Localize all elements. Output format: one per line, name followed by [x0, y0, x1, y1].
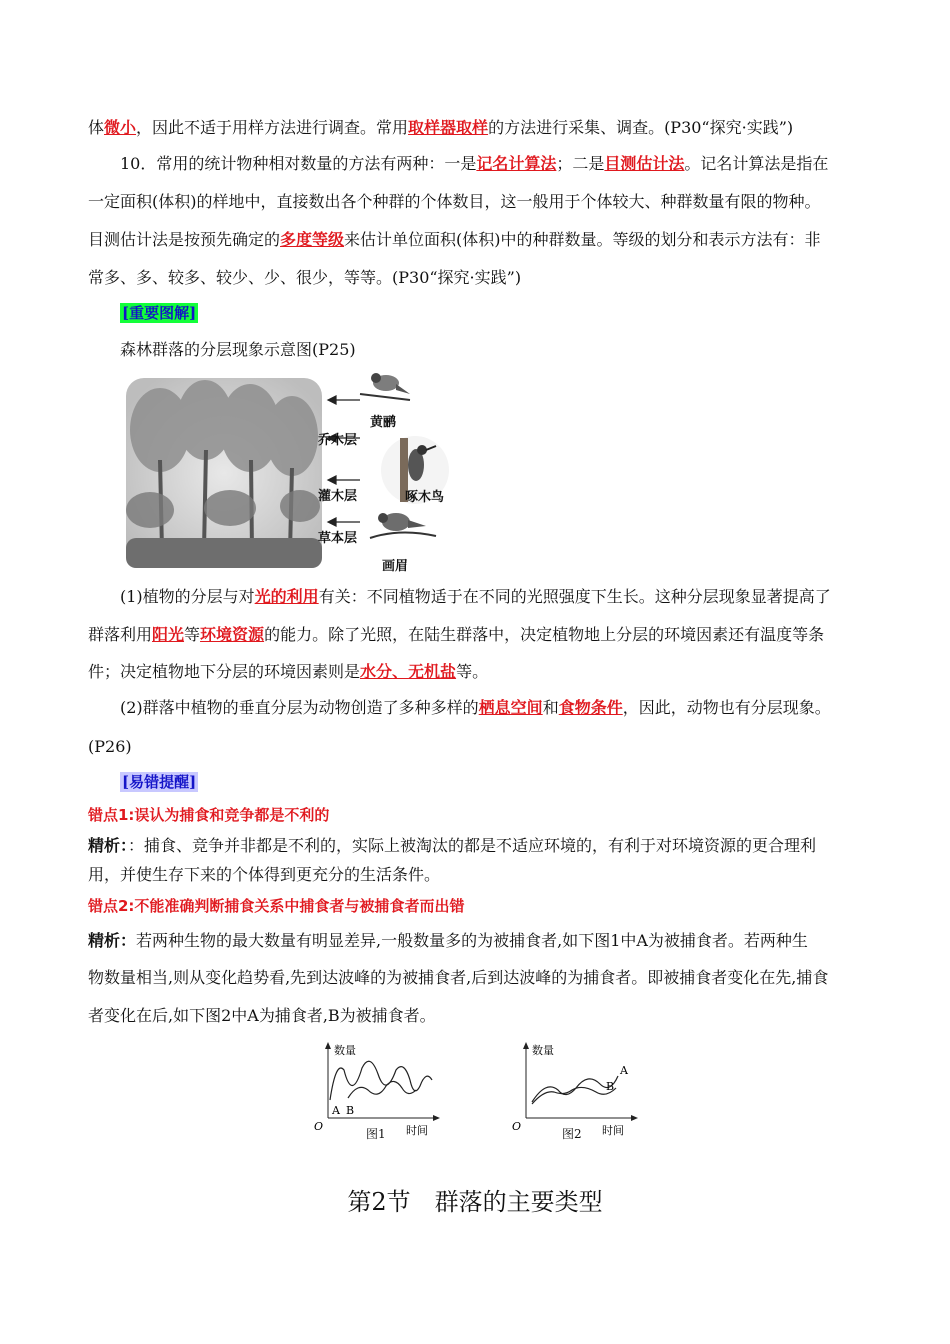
analysis-label: 精析：: [88, 931, 137, 950]
forest-layering-figure: [120, 370, 470, 578]
text: 等: [184, 625, 201, 644]
paragraph-line: [120, 154, 864, 174]
section-title: 第2节 群落的主要类型: [347, 1188, 603, 1216]
oriole-label: 黄鹂: [370, 415, 397, 430]
highlight-term: 记名计算法: [476, 154, 557, 173]
highlight-term: 栖息空间: [478, 698, 543, 717]
text: ；二是: [556, 154, 605, 173]
text: 、: [392, 662, 409, 681]
graph-1-caption: 图1: [366, 1127, 386, 1141]
series-b-label: B: [606, 1080, 615, 1093]
paragraph-line: 一定面积(体积)的样地中，直接数出各个种群的个体数目，这一般用于个体较大、种群数量有限的物种。: [88, 192, 821, 211]
error-point-title: 错点1:误认为捕食和竞争都是不利的: [88, 806, 330, 824]
text: ，因此不适于用样方法进行调查。常用: [136, 118, 409, 137]
text: 。记名计算法是指在: [684, 154, 829, 173]
text: (2)群落中植物的垂直分层为动物创造了多种多样的: [120, 698, 479, 717]
error-point-title: 错点2:不能准确判断捕食关系中捕食者与被捕食者而出错: [88, 897, 465, 915]
origin-label: O: [314, 1120, 324, 1133]
shrub-layer-label: 灌木层: [318, 489, 358, 504]
section-tag: [120, 772, 864, 792]
origin-label: O: [512, 1120, 522, 1133]
text: 等。: [456, 662, 489, 681]
woodpecker-label: 啄木鸟: [405, 490, 445, 505]
text: 的能力。除了光照，在陆生群落中，决定植物地上分层的环境因素还有温度等条: [264, 625, 825, 644]
text: 有关：不同植物适于在不同的光照强度下生长。这种分层现象显著提高了: [318, 587, 831, 606]
herb-layer-plants: [126, 538, 322, 568]
paragraph-line: [88, 230, 864, 250]
paragraph-line: [88, 931, 864, 951]
text: 群落利用: [88, 625, 153, 644]
highlight-term: 微小: [104, 118, 137, 137]
y-axis-label: 数量: [532, 1044, 554, 1057]
series-b-curve: [348, 1081, 416, 1098]
highlight-term: 多度等级: [280, 230, 345, 249]
highlight-term: 取样器取样: [408, 118, 489, 137]
highlight-term: 无机盐: [408, 662, 457, 681]
paragraph-line: 用，并使生存下来的个体得到更充分的生活条件。: [88, 865, 441, 884]
mistake-reminder-tag: [易错提醒]: [122, 773, 197, 791]
analysis-label: 精析：: [88, 836, 129, 855]
paragraph-line: [88, 625, 864, 645]
paragraph-line: [120, 698, 864, 718]
paragraph-line: [88, 118, 864, 138]
thrush-label: 画眉: [382, 559, 409, 574]
text: 10．常用的统计物种相对数量的方法有两种：一是: [120, 154, 477, 173]
x-axis-label: 时间: [406, 1124, 428, 1137]
x-axis-label: 时间: [602, 1124, 624, 1137]
paragraph-line: [88, 662, 864, 682]
text: 件；决定植物地下分层的环境因素则是: [88, 662, 361, 681]
thrush-bird: [370, 513, 436, 538]
highlight-term: 光的利用: [254, 587, 319, 606]
text: 目测估计法是按预先确定的: [88, 230, 281, 249]
highlight-term: 阳光: [152, 625, 185, 644]
series-a-curve: [330, 1061, 432, 1100]
text: 来估计单位面积(体积)中的种群数量。等级的划分和表示方法有：非: [344, 230, 821, 249]
paragraph-line: 者变化在后,如下图2中A为捕食者,B为被捕食者。: [88, 1006, 436, 1025]
highlight-term: 环境资源: [200, 625, 265, 644]
oriole-bird: [360, 373, 410, 400]
paragraph-line: [88, 836, 864, 856]
text: (1)植物的分层与对: [120, 587, 255, 606]
graph-2-caption: 图2: [562, 1127, 582, 1141]
figure-caption: 森林群落的分层现象示意图(P25): [120, 340, 356, 359]
x-axis-arrow-icon: [433, 1115, 440, 1121]
section-tag: [120, 303, 864, 323]
paragraph-line: [120, 587, 864, 607]
paragraph-line: 物数量相当,则从变化趋势看,先到达波峰的为被捕食者,后到达波峰的为捕食者。即被捕食者变化在先,捕食: [88, 968, 829, 987]
paragraph-line: (P26): [88, 737, 132, 756]
text: ，因此，动物也有分层现象。: [622, 698, 831, 717]
paragraph-line: 常多、多、较多、较少、少、很少，等等。(P30“探究·实践”): [88, 268, 522, 287]
text: 和: [542, 698, 559, 717]
y-axis-arrow-icon: [325, 1042, 331, 1049]
important-diagram-tag: [重要图解]: [122, 304, 197, 322]
herb-layer-label: 草本层: [318, 531, 358, 546]
text: ：捕食、竞争并非都是不利的，实际上被淘汰的都是不适应环境的，有利于对环境资源的更合理利: [128, 836, 817, 855]
y-axis-arrow-icon: [523, 1042, 529, 1049]
x-axis-arrow-icon: [631, 1115, 638, 1121]
tree-layer-label: 乔木层: [318, 433, 358, 448]
series-b-label: B: [346, 1104, 355, 1117]
text: 的方法进行采集、调查。(P30“探究·实践”): [488, 118, 794, 137]
highlight-term: 目测估计法: [604, 154, 685, 173]
series-a-label: A: [332, 1104, 340, 1117]
y-axis-label: 数量: [334, 1044, 356, 1057]
highlight-term: 食物条件: [558, 698, 623, 717]
text: 若两种生物的最大数量有明显差异,一般数量多的为被捕食者,如下图1中A为被捕食者。若两种生: [136, 931, 808, 950]
layer-arrows: [328, 396, 360, 526]
highlight-term: 水分: [360, 662, 393, 681]
text: 体: [88, 118, 105, 137]
series-a-label: A: [620, 1064, 628, 1077]
